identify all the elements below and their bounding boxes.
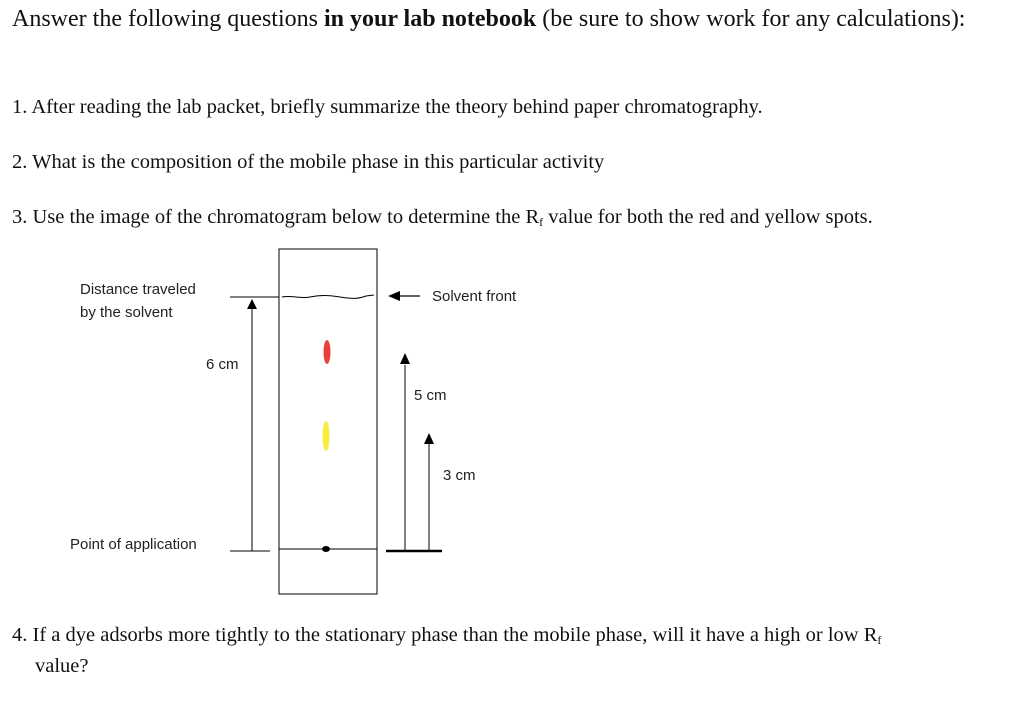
red-distance-value: 5 cm	[414, 387, 447, 404]
question-1: 1. After reading the lab packet, briefly summarize the theory behind paper chromatography.	[12, 96, 763, 118]
application-spot	[322, 546, 330, 552]
instructions: Answer the following questions in your lab notebook (be sure to show work for any calculations):	[12, 6, 966, 32]
solvent-front-line	[282, 295, 374, 298]
question-2: 2. What is the composition of the mobile phase in this particular activity	[12, 151, 605, 173]
solvent-distance-label-line2: by the solvent	[80, 304, 173, 321]
solvent-distance-value: 6 cm	[206, 356, 239, 373]
solvent-front-label: Solvent front	[432, 288, 517, 305]
question-4: 4. If a dye adsorbs more tightly to the stationary phase than the mobile phase, will it have a high or low $R_f$ value?	[12, 624, 882, 677]
red-distance-arrowhead	[400, 353, 410, 364]
yellow-distance-arrowhead	[424, 433, 434, 444]
instructions-emphasis: in your lab notebook	[323, 6, 537, 32]
solvent-distance-arrowhead	[247, 299, 257, 309]
yellow-spot	[323, 421, 330, 451]
paper-strip	[279, 249, 377, 594]
question-3: 3. Use the image of the chromatogram below to determine the $R_f$ value for both the red and yellow spots.	[12, 206, 873, 229]
red-spot	[324, 340, 331, 364]
solvent-distance-label-line1: Distance traveled	[80, 281, 196, 298]
yellow-distance-value: 3 cm	[443, 467, 476, 484]
application-label: Point of application	[70, 536, 197, 553]
solvent-front-pointer-head	[388, 291, 400, 301]
